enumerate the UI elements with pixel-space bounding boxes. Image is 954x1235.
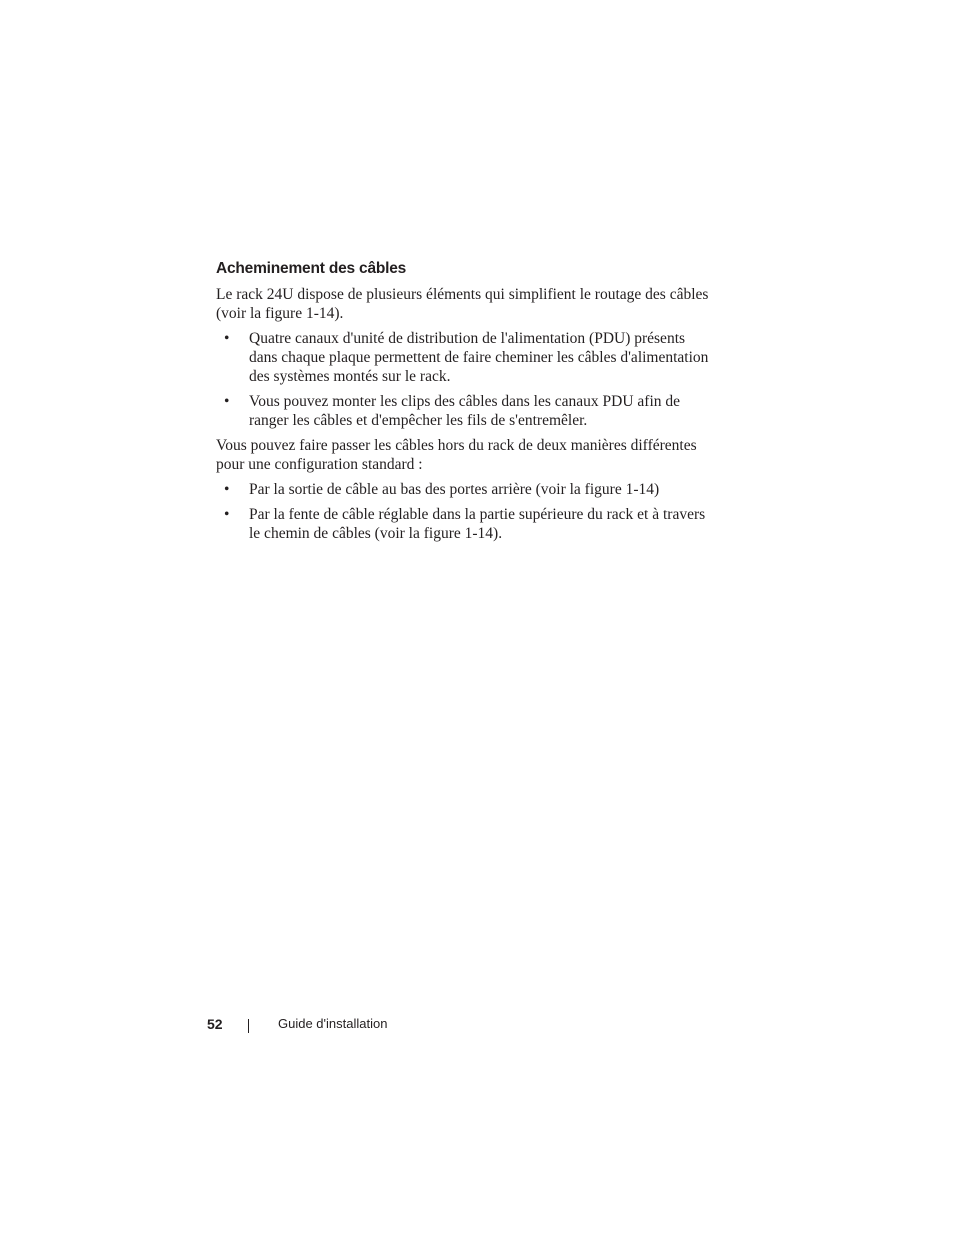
rack-features-list (216, 329, 716, 430)
routing-paragraph: Vous pouvez faire passer les câbles hors du rack de deux manières différentes pour une configuration standard : (216, 437, 697, 473)
document-title: Guide d'installation (278, 1016, 388, 1031)
bullet-marker: • (224, 481, 230, 498)
bullet-marker: • (224, 393, 230, 410)
list-item (216, 329, 716, 386)
document-body (216, 259, 716, 549)
footer-divider (248, 1019, 249, 1033)
routing-options-list (216, 480, 716, 543)
list-item-text: Par la fente de câble réglable dans la partie supérieure du rack et à travers le chemin de câbles (voir la figure 1-14). (249, 506, 706, 542)
section-heading: Acheminement des câbles (216, 260, 407, 277)
list-item (216, 480, 716, 499)
bullet-marker: • (224, 330, 230, 347)
bullet-marker: • (224, 506, 230, 523)
page-number: 52 (207, 1016, 223, 1032)
intro-paragraph: Le rack 24U dispose de plusieurs éléments qui simplifient le routage des câbles (voir la figure 1-14). (216, 286, 709, 322)
list-item-text: Par la sortie de câble au bas des portes arrière (voir la figure 1-14) (249, 481, 660, 498)
list-item (216, 392, 716, 430)
list-item-text: Quatre canaux d'unité de distribution de l'alimentation (PDU) présents dans chaque plaque permettent de faire cheminer les câbles d'alimentation des systèmes montés sur le rack. (249, 330, 709, 385)
list-item-text: Vous pouvez monter les clips des câbles dans les canaux PDU afin de ranger les câbles et d'empêcher les fils de s'entremêler. (249, 393, 681, 429)
list-item (216, 505, 716, 543)
